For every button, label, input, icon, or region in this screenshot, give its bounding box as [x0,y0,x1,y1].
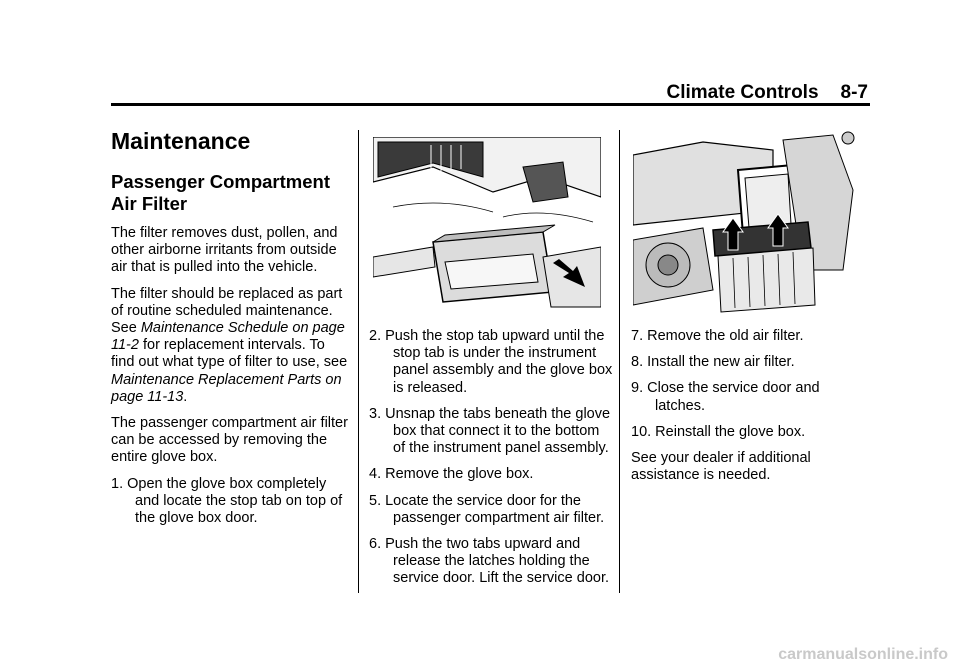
column-3 [631,328,861,493]
column-2 [369,328,613,597]
step-6: 6. Push the two tabs upward and release the latches holding the service door. Lift the service door. [369,536,609,587]
link-replacement-parts[interactable]: Maintenance Replacement Parts on page 11-13 [111,371,342,405]
link-maintenance-schedule[interactable]: Maintenance Schedule on page 11-2 [111,320,345,354]
section-heading: Passenger Compartment Air Filter [111,171,330,214]
intro-paragraph: The filter removes dust, pollen, and other airborne irritants from outside air that is pulled into the vehicle. [111,225,338,276]
step-5: 5. Locate the service door for the passenger compartment air filter. [369,492,605,526]
access-paragraph: The passenger compartment air filter can be accessed by removing the entire glove box. [111,415,348,466]
step-8: 8. Install the new air filter. [631,354,795,371]
page-header [667,82,869,104]
page-title: Maintenance [111,128,251,154]
schedule-paragraph: The filter should be replaced as part of routine scheduled maintenance. See Maintenance Schedule on page 11-2 for replacement intervals. To find out what type of filter to use, see Maintenance Replacement Parts on page 11-13. [111,285,348,405]
column-divider-2 [619,130,620,593]
closing-paragraph: See your dealer if additional assistance is needed. [631,450,811,484]
step-4: 4. Remove the glove box. [369,466,534,483]
step-10: 10. Reinstall the glove box. [631,423,806,440]
page-number: 8-7 [840,82,868,103]
watermark: carmanualsonline.info [778,646,948,663]
header-rule [111,103,870,106]
step-7: 7. Remove the old air filter. [631,328,804,344]
step-1: 1. Open the glove box completely and locate the stop tab on top of the glove box door. [111,475,343,527]
column-1 [111,128,351,536]
column-divider-1 [358,130,359,593]
step-9: 9. Close the service door and latches. [631,380,820,414]
glove-box-illustration [373,137,601,309]
section-title: Climate Controls [666,82,819,103]
filter-housing-illustration [633,130,865,320]
step-2: 2. Push the stop tab upward until the stop tab is under the instrument panel assembly and the glove box is released. [369,328,613,396]
step-3: 3. Unsnap the tabs beneath the glove box that connect it to the bottom of the instrument panel assembly. [369,405,611,457]
